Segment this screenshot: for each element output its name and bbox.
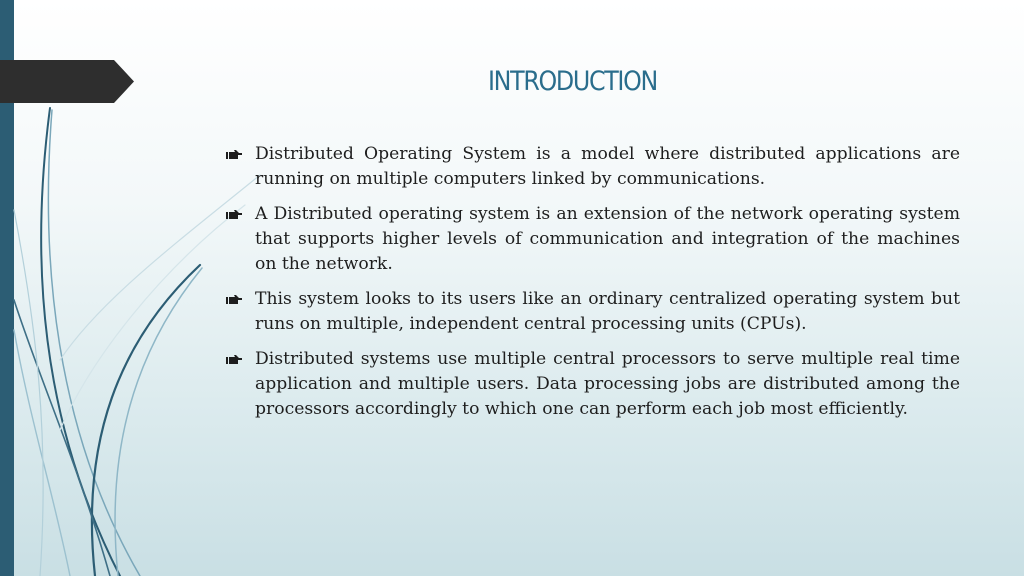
- pointing-hand-icon: [226, 149, 242, 160]
- pointing-hand-icon: [226, 294, 242, 305]
- bullet-item: [226, 347, 960, 422]
- bullet-list: [226, 142, 960, 432]
- bullet-item: [226, 202, 960, 277]
- bullet-text: Distributed systems use multiple central processors to serve multiple real time application and multiple users. Data processing jobs are distributed among the processors accordingly to which one can perform each job most efficiently.: [255, 349, 960, 419]
- title-tab: [0, 60, 134, 103]
- slide-title: INTRODUCTION: [488, 66, 657, 97]
- bullet-item: [226, 142, 960, 192]
- bullet-item: [226, 287, 960, 337]
- bullet-text: This system looks to its users like an ordinary centralized operating system but runs on multiple, independent central processing units (CPUs).: [255, 289, 960, 334]
- bullet-text: A Distributed operating system is an extension of the network operating system that supports higher levels of communication and integration of the machines on the network.: [255, 204, 960, 274]
- pointing-hand-icon: [226, 354, 242, 365]
- pointing-hand-icon: [226, 209, 242, 220]
- bullet-text: Distributed Operating System is a model where distributed applications are running on multiple computers linked by communications.: [255, 144, 960, 189]
